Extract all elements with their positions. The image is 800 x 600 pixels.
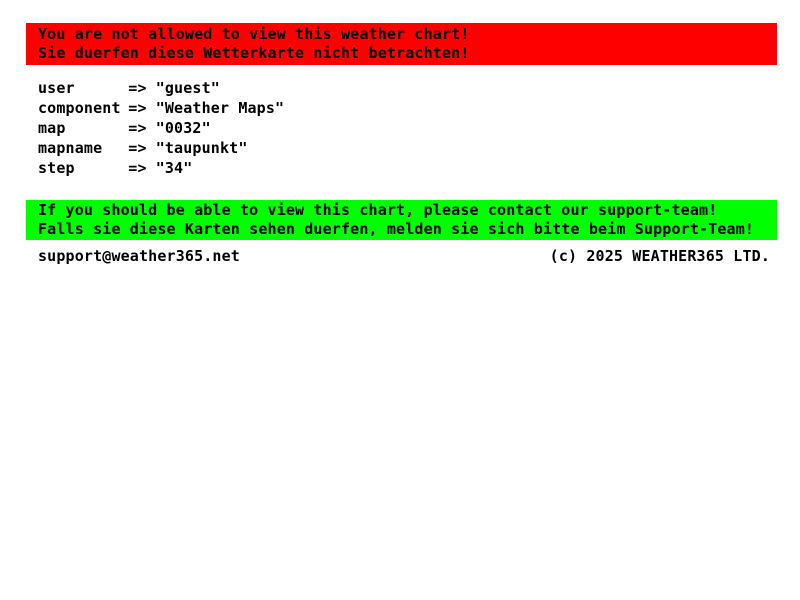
detail-value: "0032" bbox=[155, 119, 211, 137]
detail-value: "taupunkt" bbox=[155, 139, 248, 157]
support-message-en: If you should be able to view this chart, please contact our support-team! bbox=[38, 201, 718, 219]
detail-row-user bbox=[38, 78, 777, 98]
error-page bbox=[26, 23, 777, 265]
detail-row-map bbox=[38, 118, 777, 138]
detail-key: component bbox=[38, 99, 121, 117]
detail-row-step bbox=[38, 158, 777, 178]
access-denied-banner bbox=[26, 23, 777, 65]
detail-key: mapname bbox=[38, 139, 103, 157]
footer bbox=[26, 247, 770, 265]
detail-value: "guest" bbox=[155, 79, 220, 97]
support-message-de: Falls sie diese Karten sehen duerfen, melden sie sich bitte beim Support-Team! bbox=[38, 220, 755, 238]
access-denied-message-en: You are not allowed to view this weather chart! bbox=[38, 25, 470, 43]
arrow-glyph: => bbox=[128, 99, 147, 117]
arrow-glyph: => bbox=[128, 79, 147, 97]
support-info-banner bbox=[26, 200, 777, 240]
detail-key: user bbox=[38, 79, 75, 97]
detail-key: map bbox=[38, 119, 66, 137]
detail-key: step bbox=[38, 159, 75, 177]
request-details bbox=[26, 78, 777, 178]
arrow-glyph: => bbox=[128, 139, 147, 157]
detail-value: "34" bbox=[155, 159, 193, 177]
arrow-glyph: => bbox=[128, 119, 147, 137]
detail-row-mapname bbox=[38, 138, 777, 158]
support-email: support@weather365.net bbox=[38, 247, 240, 265]
access-denied-message-de: Sie duerfen diese Wetterkarte nicht betrachten! bbox=[38, 44, 470, 62]
arrow-glyph: => bbox=[128, 159, 147, 177]
detail-value: "Weather Maps" bbox=[155, 99, 285, 117]
detail-row-component bbox=[38, 98, 777, 118]
copyright-notice: (c) 2025 WEATHER365 LTD. bbox=[549, 247, 770, 265]
